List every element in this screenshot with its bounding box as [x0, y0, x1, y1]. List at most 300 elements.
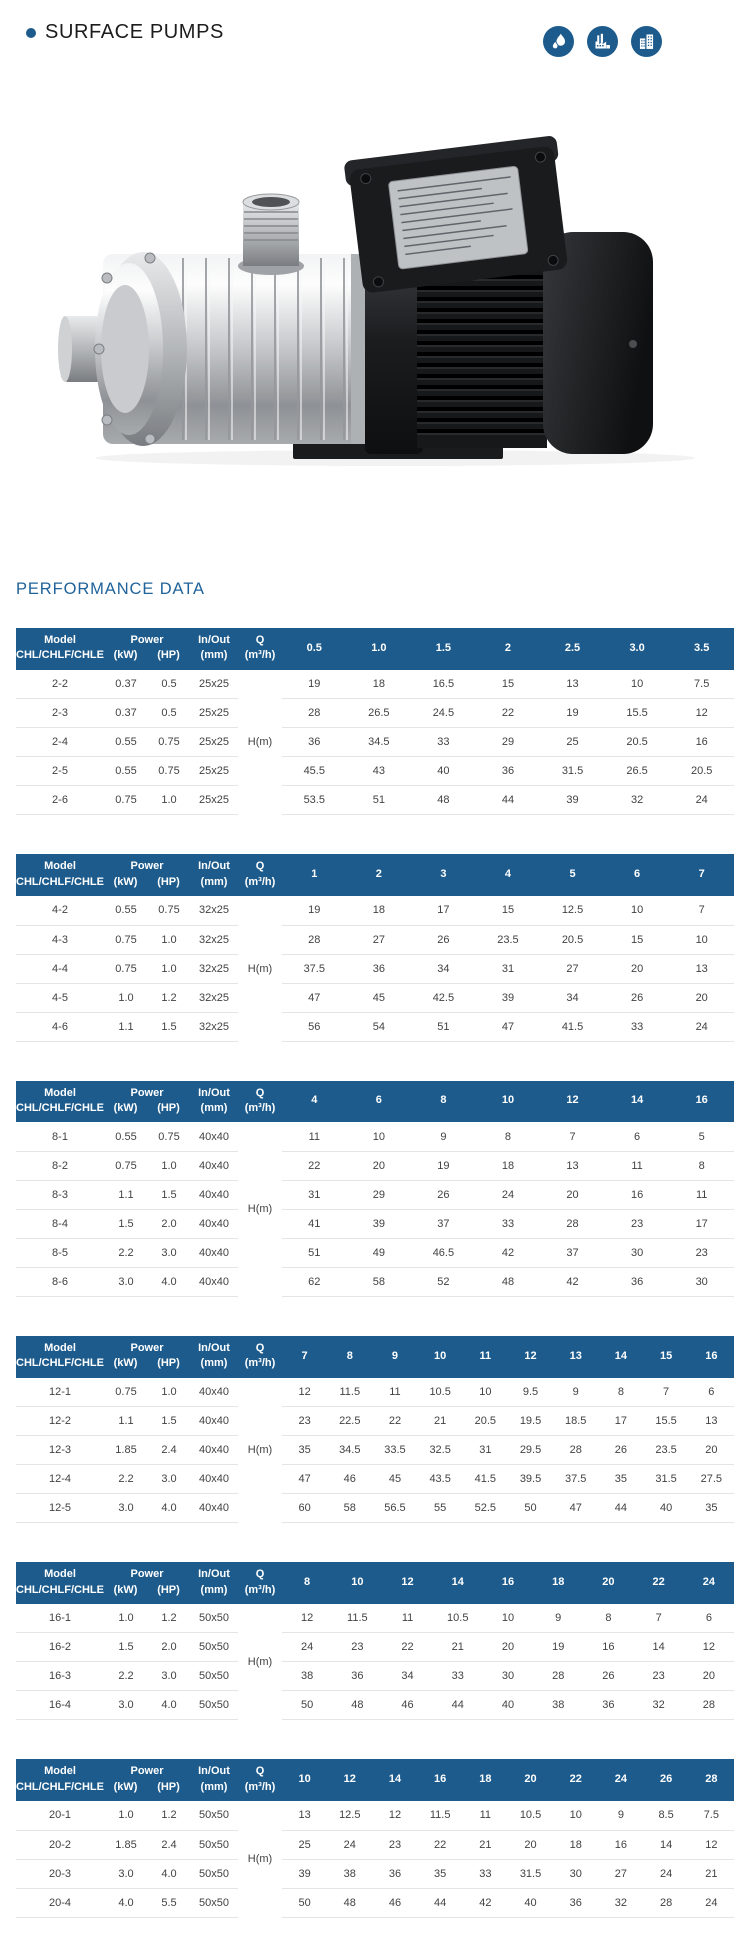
cell-head-value: 18	[347, 896, 412, 925]
performance-table-chl-4	[16, 854, 734, 1041]
cell-hp: 0.75	[148, 728, 190, 757]
cell-inout: 25x25	[190, 728, 238, 757]
cell-head-value: 10	[463, 1378, 508, 1407]
cell-model: 8-2	[16, 1151, 104, 1180]
header-flow-value: 12	[508, 1336, 553, 1378]
cell-head-value: 33	[411, 728, 476, 757]
cell-head-value: 42.5	[411, 983, 476, 1012]
cell-head-value: 16	[605, 1180, 670, 1209]
cell-kw: 0.75	[104, 786, 148, 815]
cell-head-value: 24	[689, 1888, 734, 1917]
header-power: Power (kW) (HP)	[104, 1336, 190, 1378]
cell-kw: 0.75	[104, 1378, 148, 1407]
cell-inout: 40x40	[190, 1407, 238, 1436]
table-header-row	[16, 1336, 734, 1378]
cell-head-unit: H(m)	[238, 670, 282, 815]
cell-model: 12-2	[16, 1407, 104, 1436]
header-flow-value: 20	[508, 1759, 553, 1801]
header-power: Power (kW) (HP)	[104, 1081, 190, 1123]
cell-head-value: 11.5	[332, 1604, 382, 1633]
cell-head-value: 19	[540, 699, 605, 728]
header-q: Q (m³/h)	[238, 1562, 282, 1604]
cell-head-value: 36	[553, 1888, 598, 1917]
header-flow-value: 16	[669, 1081, 734, 1123]
cell-head-value: 33	[605, 1012, 670, 1041]
cell-hp: 0.75	[148, 896, 190, 925]
table-row	[16, 1494, 734, 1523]
cell-head-value: 31	[463, 1436, 508, 1465]
cell-head-value: 12.5	[327, 1801, 372, 1830]
cell-head-value: 50	[282, 1691, 332, 1720]
cell-head-value: 22	[372, 1407, 417, 1436]
header-flow-value: 15	[644, 1336, 689, 1378]
cell-model: 16-3	[16, 1662, 104, 1691]
cell-head-value: 23.5	[476, 925, 541, 954]
cell-model: 20-4	[16, 1888, 104, 1917]
cell-head-value: 20	[605, 954, 670, 983]
table-row	[16, 925, 734, 954]
factory-icon	[587, 26, 618, 57]
cell-head-value: 36	[583, 1691, 633, 1720]
cell-head-value: 11	[669, 1180, 734, 1209]
cell-head-value: 31	[476, 954, 541, 983]
cell-head-value: 50	[282, 1888, 327, 1917]
cell-head-value: 34.5	[327, 1436, 372, 1465]
cell-head-value: 15	[476, 670, 541, 699]
cell-head-value: 18	[553, 1830, 598, 1859]
water-drop-icon	[543, 26, 574, 57]
cell-head-value: 23	[634, 1662, 684, 1691]
table-row	[16, 1436, 734, 1465]
cell-head-value: 10.5	[433, 1604, 483, 1633]
cell-hp: 3.0	[148, 1662, 190, 1691]
cell-head-value: 25	[540, 728, 605, 757]
cell-head-value: 28	[282, 925, 347, 954]
cell-inout: 50x50	[190, 1633, 238, 1662]
cell-model: 20-1	[16, 1801, 104, 1830]
header-flow-value: 4	[476, 854, 541, 896]
header-flow-value: 5	[540, 854, 605, 896]
table-row	[16, 699, 734, 728]
cell-hp: 4.0	[148, 1494, 190, 1523]
cell-model: 8-5	[16, 1238, 104, 1267]
header-flow-value: 6	[605, 854, 670, 896]
cell-head-value: 12	[282, 1378, 327, 1407]
cell-head-value: 31.5	[540, 757, 605, 786]
cell-head-value: 15	[605, 925, 670, 954]
cell-head-value: 39.5	[508, 1465, 553, 1494]
cell-head-unit: H(m)	[238, 1604, 282, 1720]
cell-model: 4-4	[16, 954, 104, 983]
cell-head-value: 9.5	[508, 1378, 553, 1407]
header-power: Power (kW) (HP)	[104, 1759, 190, 1801]
cell-inout: 40x40	[190, 1378, 238, 1407]
performance-tables	[16, 628, 734, 1957]
cell-head-value: 19.5	[508, 1407, 553, 1436]
pump-product-image	[55, 106, 695, 466]
cell-head-value: 7	[669, 896, 734, 925]
header-flow-value: 26	[644, 1759, 689, 1801]
cell-head-value: 22	[418, 1830, 463, 1859]
cell-inout: 40x40	[190, 1465, 238, 1494]
cell-head-value: 32	[605, 786, 670, 815]
cell-head-value: 47	[476, 1012, 541, 1041]
header-flow-value: 7	[282, 1336, 327, 1378]
cell-head-value: 8	[476, 1122, 541, 1151]
cell-model: 2-2	[16, 670, 104, 699]
cell-hp: 4.0	[148, 1267, 190, 1296]
header-flow-value: 10	[418, 1336, 463, 1378]
cell-head-value: 22	[476, 699, 541, 728]
cell-head-value: 58	[327, 1494, 372, 1523]
header-flow-value: 8	[411, 1081, 476, 1123]
cell-head-value: 24	[476, 1180, 541, 1209]
cell-head-value: 40	[644, 1494, 689, 1523]
cell-head-value: 24	[644, 1859, 689, 1888]
table-row	[16, 1465, 734, 1494]
cell-head-value: 20	[684, 1662, 734, 1691]
cell-head-value: 30	[669, 1267, 734, 1296]
cell-head-value: 12	[684, 1633, 734, 1662]
cell-head-value: 26	[598, 1436, 643, 1465]
cell-head-unit: H(m)	[238, 1378, 282, 1523]
cell-model: 2-4	[16, 728, 104, 757]
cell-head-value: 27.5	[689, 1465, 734, 1494]
cell-inout: 50x50	[190, 1604, 238, 1633]
cell-head-value: 38	[327, 1859, 372, 1888]
cell-kw: 3.0	[104, 1494, 148, 1523]
header-flow-value: 12	[382, 1562, 432, 1604]
cell-head-value: 24	[327, 1830, 372, 1859]
cell-head-value: 22	[282, 1151, 347, 1180]
cell-head-value: 26	[583, 1662, 633, 1691]
cell-head-value: 30	[605, 1238, 670, 1267]
cell-head-value: 13	[689, 1407, 734, 1436]
cell-kw: 0.75	[104, 954, 148, 983]
cell-head-value: 28	[644, 1888, 689, 1917]
cell-model: 12-3	[16, 1436, 104, 1465]
cell-head-value: 19	[533, 1633, 583, 1662]
header-flow-value: 14	[372, 1759, 417, 1801]
cell-head-value: 20.5	[605, 728, 670, 757]
performance-table-chl-16	[16, 1562, 734, 1720]
cell-head-value: 15.5	[644, 1407, 689, 1436]
header-flow-value: 10	[332, 1562, 382, 1604]
cell-hp: 4.0	[148, 1691, 190, 1720]
cell-head-value: 21	[463, 1830, 508, 1859]
cell-hp: 1.5	[148, 1407, 190, 1436]
cell-head-value: 28	[282, 699, 347, 728]
cell-head-value: 19	[282, 896, 347, 925]
header-flow-value: 18	[533, 1562, 583, 1604]
cell-kw: 1.85	[104, 1436, 148, 1465]
cell-head-value: 24	[669, 1012, 734, 1041]
cell-inout: 25x25	[190, 757, 238, 786]
cell-head-value: 47	[282, 983, 347, 1012]
table-row	[16, 1122, 734, 1151]
cell-head-value: 43	[347, 757, 412, 786]
cell-head-unit: H(m)	[238, 1122, 282, 1296]
cell-head-value: 12	[669, 699, 734, 728]
cell-head-value: 6	[689, 1378, 734, 1407]
cell-inout: 50x50	[190, 1888, 238, 1917]
table-row	[16, 1888, 734, 1917]
header-inout: In/Out (mm)	[190, 854, 238, 896]
cell-head-value: 5	[669, 1122, 734, 1151]
header-inout: In/Out (mm)	[190, 1081, 238, 1123]
cell-inout: 40x40	[190, 1180, 238, 1209]
header-flow-value: 3	[411, 854, 476, 896]
cell-head-value: 52	[411, 1267, 476, 1296]
cell-head-value: 15.5	[605, 699, 670, 728]
cell-hp: 1.5	[148, 1012, 190, 1041]
header-flow-value: 16	[689, 1336, 734, 1378]
cell-hp: 5.5	[148, 1888, 190, 1917]
cell-head-value: 11	[372, 1378, 417, 1407]
cell-head-value: 62	[282, 1267, 347, 1296]
cell-head-value: 34	[540, 983, 605, 1012]
table-row	[16, 1267, 734, 1296]
cell-head-value: 36	[476, 757, 541, 786]
cell-head-value: 10.5	[508, 1801, 553, 1830]
cell-inout: 40x40	[190, 1209, 238, 1238]
cell-kw: 0.55	[104, 896, 148, 925]
header-flow-value: 28	[689, 1759, 734, 1801]
header-model: Model CHL/CHLF/CHLE	[16, 1336, 104, 1378]
cell-head-value: 11	[382, 1604, 432, 1633]
cell-kw: 0.55	[104, 1122, 148, 1151]
table-row	[16, 1180, 734, 1209]
table-row	[16, 1691, 734, 1720]
header-flow-value: 2.5	[540, 628, 605, 670]
header-flow-value: 14	[598, 1336, 643, 1378]
cell-head-value: 36	[332, 1662, 382, 1691]
table-row	[16, 983, 734, 1012]
cell-head-value: 31.5	[644, 1465, 689, 1494]
cell-head-value: 20	[669, 983, 734, 1012]
header-flow-value: 9	[372, 1336, 417, 1378]
cell-inout: 50x50	[190, 1830, 238, 1859]
cell-head-value: 60	[282, 1494, 327, 1523]
cell-head-value: 36	[282, 728, 347, 757]
cell-head-value: 56.5	[372, 1494, 417, 1523]
cell-head-value: 10	[553, 1801, 598, 1830]
cell-head-value: 48	[327, 1888, 372, 1917]
cell-head-value: 43.5	[418, 1465, 463, 1494]
cell-model: 16-4	[16, 1691, 104, 1720]
table-row	[16, 1633, 734, 1662]
cell-head-value: 41.5	[463, 1465, 508, 1494]
cell-head-value: 32	[598, 1888, 643, 1917]
cell-head-value: 20	[540, 1180, 605, 1209]
cell-head-value: 35	[689, 1494, 734, 1523]
performance-table-chl-8	[16, 1081, 734, 1297]
cell-head-value: 34	[411, 954, 476, 983]
cell-head-value: 11.5	[327, 1378, 372, 1407]
cell-head-value: 48	[411, 786, 476, 815]
cell-head-value: 13	[540, 670, 605, 699]
cell-model: 16-2	[16, 1633, 104, 1662]
cell-inout: 40x40	[190, 1151, 238, 1180]
cell-head-value: 51	[282, 1238, 347, 1267]
cell-kw: 0.75	[104, 925, 148, 954]
cell-head-value: 32.5	[418, 1436, 463, 1465]
cell-head-value: 23	[332, 1633, 382, 1662]
cell-head-value: 16	[598, 1830, 643, 1859]
header-flow-value: 10	[282, 1759, 327, 1801]
cell-head-value: 29.5	[508, 1436, 553, 1465]
table-row	[16, 1378, 734, 1407]
cell-head-value: 24	[669, 786, 734, 815]
cell-head-value: 20	[508, 1830, 553, 1859]
cell-kw: 1.1	[104, 1407, 148, 1436]
cell-head-value: 12	[689, 1830, 734, 1859]
cell-head-value: 33	[463, 1859, 508, 1888]
cell-head-value: 28	[684, 1691, 734, 1720]
cell-head-value: 23	[282, 1407, 327, 1436]
cell-head-value: 46	[382, 1691, 432, 1720]
cell-hp: 2.4	[148, 1830, 190, 1859]
cell-head-value: 21	[689, 1859, 734, 1888]
cell-model: 4-2	[16, 896, 104, 925]
cell-head-value: 7.5	[669, 670, 734, 699]
cell-head-value: 47	[282, 1465, 327, 1494]
cell-head-value: 24.5	[411, 699, 476, 728]
cell-head-value: 35	[282, 1436, 327, 1465]
cell-hp: 2.0	[148, 1209, 190, 1238]
cell-head-value: 51	[411, 1012, 476, 1041]
cell-inout: 50x50	[190, 1691, 238, 1720]
cell-model: 2-5	[16, 757, 104, 786]
cell-head-value: 24	[282, 1633, 332, 1662]
cell-head-value: 39	[540, 786, 605, 815]
cell-head-value: 16.5	[411, 670, 476, 699]
cell-head-value: 28	[540, 1209, 605, 1238]
header-q: Q (m³/h)	[238, 628, 282, 670]
cell-head-value: 42	[463, 1888, 508, 1917]
bullet-icon	[26, 28, 36, 38]
cell-head-value: 8	[583, 1604, 633, 1633]
cell-kw: 1.5	[104, 1209, 148, 1238]
cell-head-value: 13	[540, 1151, 605, 1180]
cell-kw: 0.55	[104, 728, 148, 757]
cell-head-value: 40	[411, 757, 476, 786]
header-power: Power (kW) (HP)	[104, 854, 190, 896]
cell-head-value: 7	[644, 1378, 689, 1407]
cell-head-value: 25	[282, 1830, 327, 1859]
header-flow-value: 3.0	[605, 628, 670, 670]
cell-head-value: 20.5	[540, 925, 605, 954]
cell-head-value: 7	[540, 1122, 605, 1151]
cell-inout: 25x25	[190, 786, 238, 815]
cell-head-value: 42	[476, 1238, 541, 1267]
cell-head-value: 47	[553, 1494, 598, 1523]
table-row	[16, 1012, 734, 1041]
cell-kw: 1.5	[104, 1633, 148, 1662]
cell-kw: 1.0	[104, 1801, 148, 1830]
cell-inout: 40x40	[190, 1267, 238, 1296]
cell-inout: 32x25	[190, 925, 238, 954]
cell-head-value: 10.5	[418, 1378, 463, 1407]
header-model: Model CHL/CHLF/CHLE	[16, 1759, 104, 1801]
cell-kw: 1.1	[104, 1012, 148, 1041]
cell-head-value: 41.5	[540, 1012, 605, 1041]
header-inout: In/Out (mm)	[190, 1336, 238, 1378]
table-row	[16, 896, 734, 925]
table-row	[16, 1407, 734, 1436]
cell-kw: 2.2	[104, 1662, 148, 1691]
cell-model: 12-4	[16, 1465, 104, 1494]
table-row	[16, 786, 734, 815]
cell-head-value: 26	[411, 1180, 476, 1209]
cell-inout: 25x25	[190, 670, 238, 699]
cell-model: 16-1	[16, 1604, 104, 1633]
cell-head-value: 30	[553, 1859, 598, 1888]
cell-head-value: 17	[598, 1407, 643, 1436]
cell-head-value: 38	[533, 1691, 583, 1720]
cell-kw: 2.2	[104, 1465, 148, 1494]
cell-inout: 32x25	[190, 983, 238, 1012]
cell-hp: 1.0	[148, 786, 190, 815]
cell-head-value: 14	[634, 1633, 684, 1662]
header-q: Q (m³/h)	[238, 1336, 282, 1378]
cell-head-value: 42	[540, 1267, 605, 1296]
header-model: Model CHL/CHLF/CHLE	[16, 628, 104, 670]
cell-head-value: 45.5	[282, 757, 347, 786]
cell-head-value: 6	[684, 1604, 734, 1633]
cell-inout: 50x50	[190, 1859, 238, 1888]
cell-head-value: 41	[282, 1209, 347, 1238]
cell-head-value: 22.5	[327, 1407, 372, 1436]
cell-head-value: 48	[332, 1691, 382, 1720]
table-header-row	[16, 628, 734, 670]
cell-head-value: 12	[282, 1604, 332, 1633]
cell-hp: 0.5	[148, 699, 190, 728]
cell-hp: 1.5	[148, 1180, 190, 1209]
cell-head-value: 36	[347, 954, 412, 983]
cell-head-value: 8	[669, 1151, 734, 1180]
cell-hp: 1.0	[148, 925, 190, 954]
performance-table-chl-12	[16, 1336, 734, 1523]
cell-head-value: 19	[411, 1151, 476, 1180]
cell-head-value: 37.5	[553, 1465, 598, 1494]
cell-inout: 32x25	[190, 954, 238, 983]
cell-head-value: 32	[634, 1691, 684, 1720]
table-row	[16, 1830, 734, 1859]
cell-head-value: 17	[669, 1209, 734, 1238]
table-row	[16, 757, 734, 786]
cell-kw: 0.37	[104, 670, 148, 699]
pump-illustration	[55, 106, 695, 466]
cell-head-value: 10	[605, 896, 670, 925]
cell-kw: 3.0	[104, 1691, 148, 1720]
cell-head-value: 7.5	[689, 1801, 734, 1830]
cell-hp: 2.4	[148, 1436, 190, 1465]
cell-head-value: 9	[598, 1801, 643, 1830]
table-header-row	[16, 1759, 734, 1801]
cell-model: 4-6	[16, 1012, 104, 1041]
header-model: Model CHL/CHLF/CHLE	[16, 1081, 104, 1123]
cell-head-value: 58	[347, 1267, 412, 1296]
cell-head-value: 21	[418, 1407, 463, 1436]
cell-head-value: 44	[418, 1888, 463, 1917]
cell-head-value: 46	[372, 1888, 417, 1917]
cell-head-value: 39	[347, 1209, 412, 1238]
cell-inout: 50x50	[190, 1662, 238, 1691]
header-flow-value: 14	[605, 1081, 670, 1123]
header-flow-value: 2	[476, 628, 541, 670]
header-flow-value: 1.0	[347, 628, 412, 670]
